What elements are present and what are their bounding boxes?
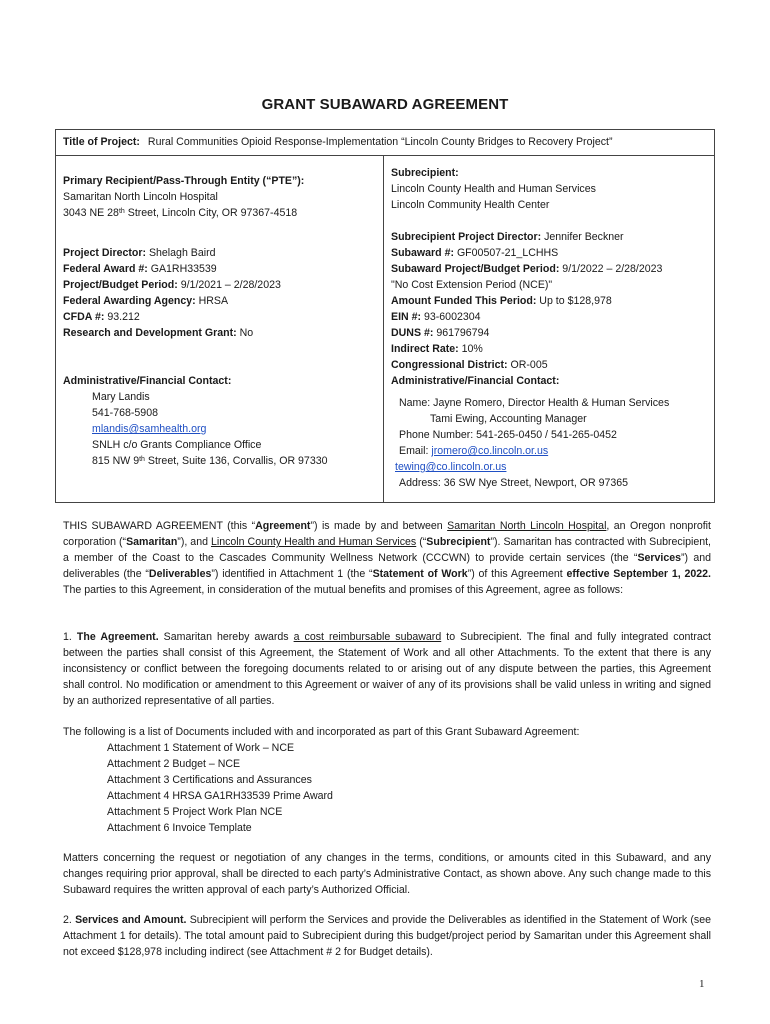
pte-federal-award: Federal Award #: GA1RH33539 [63,263,217,275]
sub-contact-address: Address: 36 SW Nye Street, Newport, OR 97365 [399,477,629,489]
sub-email-link-2[interactable]: tewing@co.lincoln.or.us [395,461,507,473]
pte-admin-phone: 541-768-5908 [92,407,158,419]
sub-amount-funded: Amount Funded This Period: Up to $128,978 [391,295,612,307]
samaritan-party-name: Samaritan North Lincoln Hospital [447,520,607,532]
sub-nce: "No Cost Extension Period (NCE)" [391,279,553,291]
sub-line-1: Lincoln County Health and Human Services [391,183,596,195]
sub-heading: Subrecipient: [391,167,459,179]
sub-line-2: Lincoln Community Health Center [391,199,550,211]
list-item: Attachment 2 Budget – NCE [107,758,241,770]
pte-admin-heading: Administrative/Financial Contact: [63,375,232,387]
section-1-heading: The Agreement. [76,631,159,643]
sub-project-director: Subrecipient Project Director: Jennifer Beckner [391,231,624,243]
pte-project-director: Project Director: Shelagh Baird [63,247,216,259]
section-2-heading: Services and Amount. [75,914,187,926]
sub-duns: DUNS #: 961796794 [391,327,490,339]
project-title-row [56,130,714,156]
document-title: GRANT SUBAWARD AGREEMENT [261,96,509,113]
pte-address: 3043 NE 28th Street, Lincoln City, OR 97367-4518 [63,207,298,219]
matters-paragraph: Matters concerning the request or negotiation of any changes in the terms, conditions, or amounts cited in this Subaward, and any changes requiring prior approval, shall be directed to each party’s Administrative Contact, as shown above. Any such change made to this Subaward requires the written approval of each party’s Authorized Official. [63,852,711,896]
sub-email-link-1[interactable]: jromero@co.lincoln.or.us [431,445,549,457]
section-2-paragraph: 2. Services and Amount. Subrecipient will perform the Services and provide the Deliverables as identified in the Statement of Work (see Attachment 1 for details). The total amount paid to Subrecipient during this budget/project period by Samaritan under this Agreement shall not exceed $128,978 including indirect (see Attachment # 2 for Budget details). [63,914,712,958]
pte-awarding-agency: Federal Awarding Agency: HRSA [63,295,229,307]
award-info-table [55,129,715,503]
table-column-divider [383,156,384,502]
sub-admin-heading: Administrative/Financial Contact: [391,375,560,387]
section-1-paragraph: 1. The Agreement. Samaritan hereby awards a cost reimbursable subaward to Subrecipient. The final and fully integrated contract between the parties shall consist of this Agreement, the Statement of Work and all other Attachments. To the extent that there is any inconsistency or conflict between the foregoing documents related to or arising out of any dispute between the parties, this Agreement shall control. No modification or amendment to this Agreement or waiver of any of its provisions shall be valid unless in writing and signed by an authorized representative of all parties. [63,631,711,707]
pte-name: Samaritan North Lincoln Hospital [63,191,218,203]
pte-rd-grant: Research and Development Grant: No [63,327,254,339]
pte-admin-email-link[interactable]: mlandis@samhealth.org [92,423,207,435]
pte-column [63,173,381,469]
list-item: Attachment 1 Statement of Work – NCE [107,742,295,754]
sub-budget-period: Subaward Project/Budget Period: 9/1/2022 – 2/28/2023 [391,263,663,275]
sub-congressional-district: Congressional District: OR-005 [391,359,548,371]
pte-budget-period: Project/Budget Period: 9/1/2021 – 2/28/2023 [63,279,281,291]
intro-paragraph: THIS SUBAWARD AGREEMENT (this “Agreement”) is made by and between Samaritan North Lincoln Hospital, an Oregon nonprofit corporation (“Samaritan”), and Lincoln County Health and Human Services (“Subrecipient”). Samaritan has contracted with Subrecipient, a member of the Coast to the Cascades Community Wellness Network (CCCWN) to provide certain services (the “Services”) and deliverables (the “Deliverables”) identified in Attachment 1 (the “Statement of Work”) of this Agreement effective September 1, 2022. The parties to this Agreement, in consideration of the mutual benefits and promises of this Agreement, agree as follows: [63,520,712,596]
subrecipient-party-name: Lincoln County Health and Human Services [210,536,417,548]
pte-heading: Primary Recipient/Pass-Through Entity (“PTE”): [63,175,305,187]
attachment-list [107,740,333,836]
sub-indirect-rate: Indirect Rate: 10% [391,343,483,355]
sub-ein: EIN #: 93-6002304 [391,311,481,323]
project-title-value: Rural Communities Opioid Response-Implementation “Lincoln County Bridges to Recovery Project” [147,136,613,148]
pte-admin-office: SNLH c/o Grants Compliance Office [92,439,262,451]
project-title-label: Title of Project: [63,136,140,148]
sub-award-number: Subaward #: GF00507-21_LCHHS [391,247,559,259]
documents-intro: The following is a list of Documents included with and incorporated as part of this Grant Subaward Agreement: [63,726,580,738]
sub-contact-name-2: Tami Ewing, Accounting Manager [430,413,587,425]
pte-cfda: CFDA #: 93.212 [63,311,140,323]
list-item: Attachment 3 Certifications and Assurances [107,774,312,786]
page-number: 1 [699,978,705,990]
list-item: Attachment 5 Project Work Plan NCE [107,806,283,818]
list-item: Attachment 4 HRSA GA1RH33539 Prime Award [107,790,333,802]
sub-email-label: Email: [399,445,432,457]
list-item: Attachment 6 Invoice Template [107,822,252,834]
sub-contact-name: Name: Jayne Romero, Director Health & Human Services [399,397,670,409]
pte-admin-address: 815 NW 9th Street, Suite 136, Corvallis, OR 97330 [92,455,328,467]
subrecipient-column [391,165,713,491]
sub-contact-phone: Phone Number: 541-265-0450 / 541-265-0452 [399,429,617,441]
pte-admin-name: Mary Landis [92,391,150,403]
